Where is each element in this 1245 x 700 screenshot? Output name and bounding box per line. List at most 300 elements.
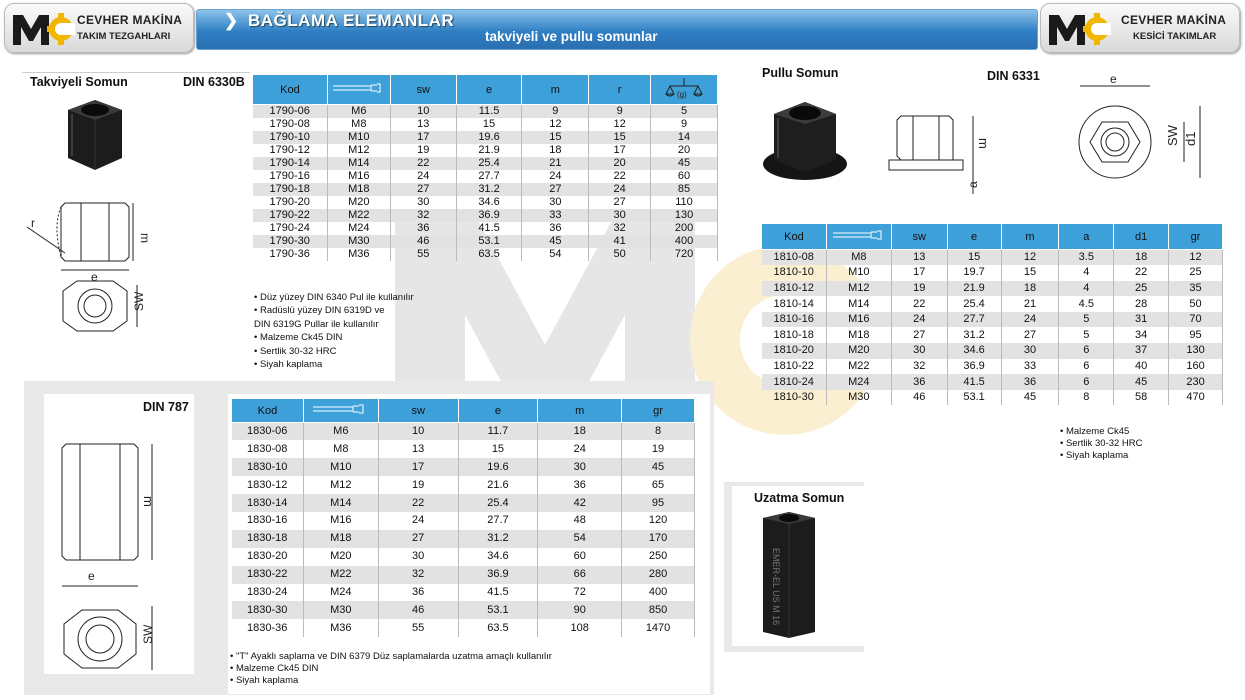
table-cell: 9	[522, 105, 589, 119]
table-cell: M22	[826, 359, 891, 375]
pullu-row	[762, 296, 1223, 312]
table-cell: 36	[538, 476, 622, 494]
table-cell: M8	[303, 440, 378, 458]
table-cell: 13	[390, 118, 456, 131]
table-cell: 24	[390, 170, 456, 183]
table-cell: 5	[1059, 312, 1114, 328]
note-line: • Sertlik 30-32 HRC	[1060, 438, 1143, 449]
table-cell: 1830-30	[232, 601, 304, 619]
table-cell: 40	[1114, 359, 1169, 375]
table-cell: 1810-20	[762, 343, 827, 359]
pullu-sw-label: SW	[1165, 125, 1180, 146]
table-cell: 1470	[622, 619, 695, 637]
takviyeli-notes	[254, 291, 414, 371]
table-cell: 21	[522, 157, 589, 170]
din787-notes	[230, 651, 552, 687]
table-cell: 46	[390, 235, 456, 248]
table-cell: M20	[327, 196, 390, 209]
pullu-nut-photo	[758, 92, 853, 187]
right-logo	[1040, 3, 1240, 53]
din787-row	[232, 566, 695, 584]
table-cell: 11.7	[458, 423, 538, 441]
table-cell: 1790-36	[253, 248, 328, 261]
takviyeli-row	[253, 209, 718, 222]
table-cell: 1810-30	[762, 390, 827, 406]
table-cell: 36	[522, 222, 589, 235]
table-cell: 54	[538, 530, 622, 548]
table-cell: 66	[538, 566, 622, 584]
col-gr: gr	[622, 399, 695, 423]
takviyeli-e-label: e	[91, 270, 98, 284]
table-cell: 53.1	[458, 601, 538, 619]
table-cell: 27	[891, 327, 947, 343]
table-cell: 53.1	[947, 390, 1001, 406]
table-cell: M20	[303, 548, 378, 566]
table-cell: 1790-10	[253, 131, 328, 144]
table-cell: M6	[327, 105, 390, 119]
table-cell: 1790-24	[253, 222, 328, 235]
table-cell: 160	[1169, 359, 1223, 375]
table-cell: 27.7	[458, 512, 538, 530]
table-cell: 27	[1001, 327, 1059, 343]
table-cell: 1830-14	[232, 494, 304, 512]
takviyeli-row	[253, 131, 718, 144]
col-kod: Kod	[253, 75, 328, 105]
table-cell: 27	[390, 183, 456, 196]
table-cell: 5	[1059, 327, 1114, 343]
note-line: • Malzeme Ck45	[1060, 426, 1130, 437]
col-e: e	[458, 399, 538, 423]
right-logo-brand: CEVHER MAKİNA	[1121, 13, 1227, 27]
table-cell: 95	[1169, 327, 1223, 343]
table-cell: 55	[390, 248, 456, 261]
din787-table	[231, 398, 695, 637]
table-cell: 14	[651, 131, 718, 144]
table-cell: 12	[1169, 250, 1223, 266]
table-cell: 1830-12	[232, 476, 304, 494]
table-cell: 17	[390, 131, 456, 144]
table-cell: 30	[390, 196, 456, 209]
table-cell: 19.6	[456, 131, 522, 144]
table-cell: 45	[1001, 390, 1059, 406]
table-cell: 50	[1169, 296, 1223, 312]
table-cell: 1810-12	[762, 281, 827, 297]
page-title: BAĞLAMA ELEMANLAR	[248, 11, 455, 30]
table-cell: 41.5	[458, 584, 538, 602]
table-cell: 5	[651, 105, 718, 119]
table-cell: 9	[651, 118, 718, 131]
takviyeli-r-label: r	[31, 216, 35, 230]
table-cell: 48	[538, 512, 622, 530]
page-subtitle: takviyeli ve pullu somunlar	[485, 29, 658, 44]
table-cell: 22	[589, 170, 651, 183]
note-line: • Siyah kaplama	[230, 675, 299, 686]
col-m: m	[522, 75, 589, 105]
table-cell: 45	[622, 458, 695, 476]
table-cell: 1790-08	[253, 118, 328, 131]
takviyeli-row	[253, 144, 718, 157]
table-cell: 42	[538, 494, 622, 512]
table-cell: 1790-22	[253, 209, 328, 222]
table-cell: 25	[1114, 281, 1169, 297]
takviyeli-row	[253, 235, 718, 248]
pullu-row	[762, 390, 1223, 406]
pullu-row	[762, 312, 1223, 328]
takviyeli-nut-photo	[50, 96, 140, 181]
table-cell: 24	[378, 512, 458, 530]
table-cell: 30	[522, 196, 589, 209]
takviyeli-row	[253, 222, 718, 235]
thread-icon	[327, 75, 390, 105]
table-cell: M22	[327, 209, 390, 222]
takviyeli-row	[253, 105, 718, 119]
table-cell: 108	[538, 619, 622, 637]
pullu-top-drawing	[1060, 72, 1210, 192]
table-cell: M16	[303, 512, 378, 530]
table-cell: 850	[622, 601, 695, 619]
col-a: a	[1059, 224, 1114, 250]
din787-row	[232, 423, 695, 441]
table-cell: 36.9	[458, 566, 538, 584]
pullu-row	[762, 374, 1223, 390]
pullu-side-drawing	[885, 108, 1005, 198]
table-cell: 25.4	[456, 157, 522, 170]
din787-row	[232, 476, 695, 494]
table-cell: 20	[589, 157, 651, 170]
table-cell: 9	[589, 105, 651, 119]
takviyeli-table	[252, 74, 718, 261]
table-cell: 1830-24	[232, 584, 304, 602]
note-line: • Radüslü yüzey DIN 6319D ve	[254, 305, 385, 317]
din787-row	[232, 530, 695, 548]
col-sw: sw	[378, 399, 458, 423]
table-cell: M24	[303, 584, 378, 602]
col-m: m	[538, 399, 622, 423]
table-cell: M8	[826, 250, 891, 266]
table-cell: 27	[378, 530, 458, 548]
table-cell: 17	[589, 144, 651, 157]
table-cell: M10	[826, 265, 891, 281]
table-cell: 31	[1114, 312, 1169, 328]
table-cell: 3.5	[1059, 250, 1114, 266]
table-cell: M16	[826, 312, 891, 328]
table-cell: M14	[327, 157, 390, 170]
takviyeli-m-label: m	[138, 233, 152, 243]
takviyeli-row	[253, 183, 718, 196]
note-line: • Malzeme Ck45 DIN	[230, 663, 319, 674]
note-line: DIN 6319G Pullar ile kullanılır	[254, 318, 379, 330]
uzatma-title: Uzatma Somun	[754, 491, 845, 505]
note-line: • Siyah kaplama	[254, 359, 323, 371]
table-cell: 24	[891, 312, 947, 328]
din787-m-label: m	[141, 496, 156, 507]
table-cell: M14	[826, 296, 891, 312]
table-cell: 33	[1001, 359, 1059, 375]
table-cell: 1830-06	[232, 423, 304, 441]
table-cell: 34.6	[456, 196, 522, 209]
table-cell: 24	[589, 183, 651, 196]
table-cell: 31.2	[456, 183, 522, 196]
table-cell: 11.5	[456, 105, 522, 119]
table-cell: 17	[891, 265, 947, 281]
table-cell: 22	[891, 296, 947, 312]
table-cell: M30	[327, 235, 390, 248]
table-cell: 35	[1169, 281, 1223, 297]
left-logo-brand: CEVHER MAKİNA	[77, 13, 183, 27]
din787-row	[232, 440, 695, 458]
table-cell: 85	[651, 183, 718, 196]
table-cell: 45	[522, 235, 589, 248]
din787-row	[232, 494, 695, 512]
col-sw: sw	[891, 224, 947, 250]
table-cell: 1810-24	[762, 374, 827, 390]
left-logo-subtitle: TAKIM TEZGAHLARI	[77, 31, 171, 42]
table-cell: 15	[947, 250, 1001, 266]
thread-icon	[826, 224, 891, 250]
col-kod: Kod	[232, 399, 304, 423]
table-cell: 280	[622, 566, 695, 584]
table-cell: 170	[622, 530, 695, 548]
table-cell: 110	[651, 196, 718, 209]
table-cell: 19	[378, 476, 458, 494]
table-cell: M20	[826, 343, 891, 359]
weight-scale-icon	[651, 75, 718, 105]
table-cell: 6	[1059, 359, 1114, 375]
table-cell: 34.6	[458, 548, 538, 566]
table-cell: 15	[456, 118, 522, 131]
takviyeli-sw-label: SW	[132, 291, 146, 311]
pullu-row	[762, 343, 1223, 359]
takviyeli-row	[253, 170, 718, 183]
table-cell: 15	[522, 131, 589, 144]
table-cell: 21.9	[947, 281, 1001, 297]
table-cell: 19	[622, 440, 695, 458]
table-cell: 20	[651, 144, 718, 157]
din787-e-label: e	[88, 569, 95, 583]
table-cell: 400	[651, 235, 718, 248]
table-cell: 13	[378, 440, 458, 458]
table-cell: 65	[622, 476, 695, 494]
table-cell: 25.4	[947, 296, 1001, 312]
table-cell: 30	[378, 548, 458, 566]
table-cell: M22	[303, 566, 378, 584]
brand-mark-icon	[1047, 11, 1111, 47]
table-cell: 1810-18	[762, 327, 827, 343]
table-cell: 32	[378, 566, 458, 584]
table-cell: M18	[826, 327, 891, 343]
din787-row	[232, 458, 695, 476]
table-cell: 1790-18	[253, 183, 328, 196]
table-cell: M12	[826, 281, 891, 297]
table-cell: 30	[589, 209, 651, 222]
table-cell: 50	[589, 248, 651, 261]
table-cell: 25	[1169, 265, 1223, 281]
table-cell: M6	[303, 423, 378, 441]
left-logo	[4, 3, 194, 53]
table-cell: 1830-10	[232, 458, 304, 476]
pullu-notes	[1060, 426, 1143, 462]
takviyeli-title: Takviyeli Somun	[30, 75, 128, 89]
table-cell: 60	[538, 548, 622, 566]
table-cell: 1810-08	[762, 250, 827, 266]
table-cell: 46	[378, 601, 458, 619]
thread-icon	[303, 399, 378, 423]
pullu-a-label: a	[966, 181, 980, 188]
table-cell: 27	[589, 196, 651, 209]
col-m: m	[1001, 224, 1059, 250]
table-cell: 21.6	[458, 476, 538, 494]
col-r: r	[589, 75, 651, 105]
table-cell: 72	[538, 584, 622, 602]
table-cell: 15	[589, 131, 651, 144]
table-cell: 31.2	[947, 327, 1001, 343]
takviyeli-row	[253, 118, 718, 131]
table-cell: 1790-06	[253, 105, 328, 119]
table-cell: 32	[891, 359, 947, 375]
table-cell: 1830-36	[232, 619, 304, 637]
table-cell: 1830-18	[232, 530, 304, 548]
table-cell: 36	[378, 584, 458, 602]
pullu-table	[761, 223, 1223, 405]
table-cell: M8	[327, 118, 390, 131]
table-cell: 28	[1114, 296, 1169, 312]
table-cell: 63.5	[458, 619, 538, 637]
table-cell: 36	[1001, 374, 1059, 390]
table-cell: 41	[589, 235, 651, 248]
pullu-row	[762, 265, 1223, 281]
table-cell: 25.4	[458, 494, 538, 512]
table-cell: 31.2	[458, 530, 538, 548]
table-cell: M10	[303, 458, 378, 476]
din787-sw-label: SW	[141, 624, 155, 644]
pullu-row	[762, 250, 1223, 266]
brand-mark-icon	[11, 11, 75, 47]
table-cell: 45	[651, 157, 718, 170]
col-e: e	[456, 75, 522, 105]
table-cell: 15	[1001, 265, 1059, 281]
table-cell: 53.1	[456, 235, 522, 248]
table-cell: 27.7	[456, 170, 522, 183]
takviyeli-row	[253, 248, 718, 261]
table-cell: 1810-10	[762, 265, 827, 281]
table-cell: 37	[1114, 343, 1169, 359]
table-cell: 1830-16	[232, 512, 304, 530]
table-cell: 1810-22	[762, 359, 827, 375]
table-cell: 55	[378, 619, 458, 637]
table-cell: 17	[378, 458, 458, 476]
pullu-row	[762, 359, 1223, 375]
table-cell: 34.6	[947, 343, 1001, 359]
table-cell: 24	[522, 170, 589, 183]
din787-row	[232, 584, 695, 602]
note-line: • Düz yüzey DIN 6340 Pul ile kullanılır	[254, 292, 414, 303]
table-cell: 19	[891, 281, 947, 297]
table-cell: 19.7	[947, 265, 1001, 281]
din787-row	[232, 548, 695, 566]
table-cell: 1790-14	[253, 157, 328, 170]
table-cell: 95	[622, 494, 695, 512]
table-cell: M36	[303, 619, 378, 637]
din787-row	[232, 619, 695, 637]
uzatma-stamp: EMER-EL US M 16	[771, 548, 781, 626]
table-cell: 70	[1169, 312, 1223, 328]
table-cell: 18	[1114, 250, 1169, 266]
note-line: • Siyah kaplama	[1060, 450, 1129, 461]
table-cell: 1830-22	[232, 566, 304, 584]
table-cell: 4	[1059, 281, 1114, 297]
table-cell: 13	[891, 250, 947, 266]
din787-standard: DIN 787	[143, 400, 189, 414]
table-cell: M16	[327, 170, 390, 183]
table-cell: 200	[651, 222, 718, 235]
table-cell: 22	[378, 494, 458, 512]
table-cell: M18	[303, 530, 378, 548]
table-cell: 30	[891, 343, 947, 359]
table-cell: 12	[522, 118, 589, 131]
table-cell: 45	[1114, 374, 1169, 390]
col-gr: gr	[1169, 224, 1223, 250]
table-cell: M10	[327, 131, 390, 144]
table-cell: 130	[651, 209, 718, 222]
table-cell: 32	[390, 209, 456, 222]
table-cell: 400	[622, 584, 695, 602]
table-cell: 30	[538, 458, 622, 476]
table-cell: 1790-20	[253, 196, 328, 209]
table-cell: M12	[327, 144, 390, 157]
table-cell: 15	[458, 440, 538, 458]
page-header	[0, 0, 1245, 58]
table-cell: 32	[589, 222, 651, 235]
note-line: • Sertlik 30-32 HRC	[254, 345, 337, 357]
right-logo-subtitle: KESİCİ TAKIMLAR	[1133, 31, 1217, 42]
table-cell: 18	[522, 144, 589, 157]
table-cell: 10	[390, 105, 456, 119]
table-cell: 4	[1059, 265, 1114, 281]
takviyeli-row	[253, 157, 718, 170]
table-cell: 4.5	[1059, 296, 1114, 312]
table-cell: 19.6	[458, 458, 538, 476]
col-kod: Kod	[762, 224, 827, 250]
note-line: • Malzeme Ck45 DIN	[254, 332, 343, 344]
table-cell: 12	[1001, 250, 1059, 266]
table-cell: 18	[538, 423, 622, 441]
din787-row	[232, 601, 695, 619]
table-cell: 36	[891, 374, 947, 390]
table-cell: 27.7	[947, 312, 1001, 328]
table-cell: 60	[651, 170, 718, 183]
table-cell: 1810-14	[762, 296, 827, 312]
table-cell: 34	[1114, 327, 1169, 343]
chevron-right-icon: ❯	[224, 11, 239, 30]
table-cell: 46	[891, 390, 947, 406]
table-cell: 24	[538, 440, 622, 458]
table-cell: 1790-12	[253, 144, 328, 157]
table-cell: 1790-30	[253, 235, 328, 248]
table-cell: 24	[1001, 312, 1059, 328]
table-cell: 18	[1001, 281, 1059, 297]
takviyeli-drawing	[25, 195, 165, 345]
table-cell: 36.9	[456, 209, 522, 222]
table-cell: 12	[589, 118, 651, 131]
table-cell: 10	[378, 423, 458, 441]
table-cell: 8	[622, 423, 695, 441]
table-cell: 63.5	[456, 248, 522, 261]
pullu-row	[762, 281, 1223, 297]
table-cell: M12	[303, 476, 378, 494]
table-cell: 1810-16	[762, 312, 827, 328]
table-cell: M24	[327, 222, 390, 235]
table-cell: 21.9	[456, 144, 522, 157]
